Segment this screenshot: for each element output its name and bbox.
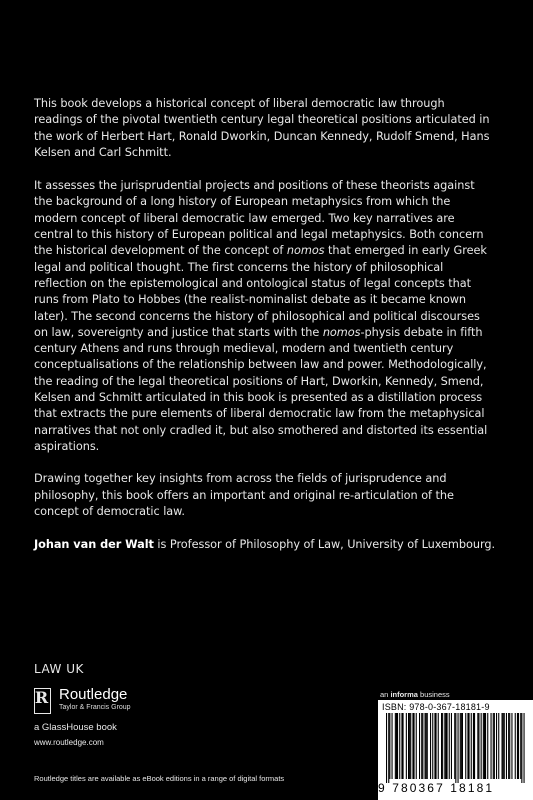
barcode-bar (509, 713, 510, 779)
barcode-bar (511, 713, 512, 779)
barcode-bar (503, 713, 504, 779)
barcode-bar (487, 713, 488, 779)
barcode-bar (386, 713, 387, 783)
barcode-bar (494, 713, 495, 779)
barcode-bar (524, 713, 525, 783)
barcode-bar (477, 713, 478, 779)
barcode-bar (458, 713, 459, 783)
barcode-bar (397, 713, 398, 779)
barcode-bar (389, 713, 390, 779)
barcode-bar (409, 713, 410, 779)
barcode-bar (396, 713, 397, 779)
barcode-bar (408, 713, 409, 779)
barcode-bar (508, 713, 509, 779)
barcode-bar (427, 713, 428, 779)
barcode-bar (483, 713, 484, 779)
barcode-bar (473, 713, 474, 779)
barcode-bar (399, 713, 400, 779)
barcode-bar (406, 713, 407, 779)
barcode-bar (478, 713, 479, 779)
publisher-name: Routledge (59, 686, 128, 703)
informa-prefix: an (380, 690, 391, 699)
barcode-bar (504, 713, 505, 779)
routledge-logo-letter: R (34, 688, 49, 707)
barcode-bar (465, 713, 466, 779)
barcode-bar (521, 713, 522, 783)
blurb-paragraph-2 (34, 178, 496, 455)
barcode-bar (502, 713, 503, 779)
barcode-bar (481, 713, 482, 779)
barcode-bar (484, 713, 485, 779)
barcode-bar (496, 713, 497, 779)
author-bio (34, 537, 496, 553)
blurb-p2-part-b: that emerged in early Greek legal and political thought. The first concerns the history of philosophical reflection on the epistemological and ontological status of legal concepts that runs from Plato to Hobbes (the realist-nominalist debate as it became known later). The second concerns the history of philosophical and political discourses on law, sovereignty and justice that starts with the (34, 244, 487, 339)
barcode-bar (403, 713, 404, 779)
blurb-paragraph-1: This book develops a historical concept of liberal democratic law through readings of the pivotal twentieth century legal theoretical positions articulated in the work of Herbert Hart, Ronald Dworkin, Duncan Kennedy, Rudolf Smend, Hans Kelsen and Carl Schmitt. (34, 97, 490, 159)
blurb-p2-part-c: -physis debate in fifth century Athens and runs through medieval, modern and twentieth century conceptualisations of the relationship between law and power. Methodologically, the reading of the legal theoretical positions of Hart, Dworkin, Kennedy, Smend, Kelsen and Schmitt articulated in this book is presented as a distillation process that extracts the pure elements of liberal democratic law from the metaphysical narratives that not only cradled it, but also smothered and distorted its essential aspirations. (34, 325, 488, 453)
barcode-bar (506, 713, 507, 779)
informa-bold: informa (390, 690, 418, 699)
barcode-bar (518, 713, 519, 779)
barcode-bar (493, 713, 494, 779)
blurb-paragraph-3: Drawing together key insights from across the fields of jurisprudence and philosophy, this book offers an important and original re-articulation of the concept of democratic law. (34, 472, 454, 518)
barcode-bar (421, 713, 422, 779)
ebook-note: Routledge titles are available as eBook editions in a range of digital formats (34, 774, 285, 783)
publisher-website: www.routledge.com (34, 738, 104, 747)
barcode-bar (469, 713, 470, 779)
barcode-bar (467, 713, 468, 779)
imprint-label: a GlassHouse book (34, 722, 117, 733)
barcode-bar (422, 713, 423, 779)
barcode-bar (438, 713, 439, 779)
barcode-digits: 9 780367 18181 (378, 781, 495, 795)
barcode-bar (432, 713, 433, 779)
barcode-bar (491, 713, 492, 779)
nomos-term-2: nomos (322, 325, 361, 339)
barcode-bar (414, 713, 415, 779)
barcode-bar (451, 713, 452, 779)
blurb-p2-part-a: It assesses the jurisprudential projects and positions of these theorists against the background of a long history of European metaphysics from which the modern concept of liberal democratic law emerged. Two key narratives are central to this history of European political and legal metaphysics. Both concern the historical development of the concept of (34, 179, 484, 258)
isbn-label: ISBN: 978-0-367-18181-9 (382, 702, 490, 712)
barcode-bar (462, 713, 463, 779)
barcode-bar (454, 713, 455, 779)
barcode-bar (474, 713, 475, 779)
barcode-bar (445, 713, 446, 779)
barcode-bar (388, 713, 389, 783)
barcode-bar (485, 713, 486, 779)
barcode-bar (444, 713, 445, 779)
barcode-bar (441, 713, 442, 779)
subject-category: LAW UK (34, 662, 84, 676)
author-bio-text: is Professor of Philosophy of Law, University of Luxembourg. (153, 538, 496, 552)
barcode-bar (498, 713, 499, 779)
barcode-bar (455, 713, 456, 783)
barcode-bar (447, 713, 448, 779)
barcode-bar (412, 713, 413, 779)
barcode-bar (515, 713, 516, 779)
barcode-bar (392, 713, 393, 779)
barcode-bar (436, 713, 437, 779)
barcode-bar (442, 713, 443, 779)
barcode-bar (416, 713, 417, 779)
publisher-group: Taylor & Francis Group (59, 704, 131, 711)
barcode-panel (378, 700, 533, 800)
barcode-bar (434, 713, 435, 779)
barcode-bar (461, 713, 462, 779)
barcode-bar (449, 713, 450, 779)
barcode-bar (517, 713, 518, 779)
barcode-bar (419, 713, 420, 779)
informa-suffix: business (417, 690, 450, 699)
informa-business-label (380, 690, 450, 699)
author-name: Johan van der Walt (34, 538, 154, 552)
barcode-bar (426, 713, 427, 779)
barcode-bar (401, 713, 402, 779)
barcode-bar (471, 713, 472, 779)
barcode-bar (395, 713, 396, 779)
barcode-bar (410, 713, 411, 779)
barcode-icon (386, 713, 526, 783)
back-cover-blurb (34, 96, 496, 570)
nomos-term: nomos (286, 244, 325, 258)
barcode-bar (460, 713, 461, 779)
barcode-bar (520, 713, 521, 779)
barcode-bar (430, 713, 431, 779)
barcode-bar (425, 713, 426, 779)
